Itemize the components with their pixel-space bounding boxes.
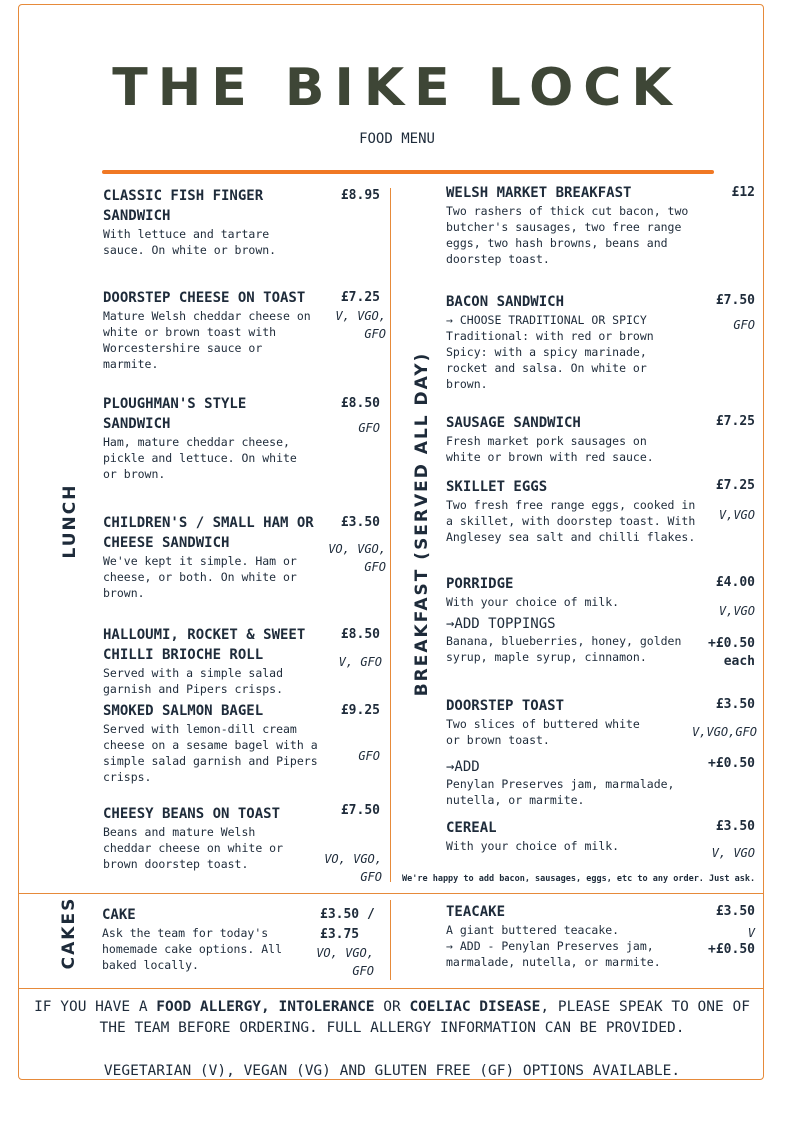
item-diet-tags: V,VGO,GFO (691, 725, 757, 739)
item-name: HALLOUMI, ROCKET & SWEET CHILLI BRIOCHE ROLL (103, 627, 306, 663)
item-name: PORRIDGE (446, 576, 514, 592)
item-price: £7.50 (340, 803, 380, 818)
allergy-notice (20, 997, 764, 1039)
item-description: We've kept it simple. Ham or cheese, or both. On white or brown. (103, 554, 297, 600)
item-price: £7.25 (340, 290, 380, 305)
cakes-column-divider (390, 900, 391, 980)
column-divider (390, 188, 391, 882)
item-description: A giant buttered teacake. (446, 923, 620, 937)
item-description: Served with a simple salad garnish and Pipers crisps. (103, 666, 284, 696)
item-description: Traditional: with red or brown Spicy: with a spicy marinade, rocket and salsa. On white or brown. (446, 329, 654, 391)
item-description: With your choice of milk. (446, 839, 620, 853)
item-addon-label: →ADD (446, 759, 480, 775)
item-name: SAUSAGE SANDWICH (446, 415, 581, 431)
item-price: £3.50 (715, 904, 755, 919)
section-label-breakfast: BREAKFAST (SERVED ALL DAY) (412, 351, 432, 697)
item-name: SKILLET EGGS (446, 479, 548, 495)
item-addon-label: →ADD TOPPINGS (446, 616, 556, 632)
menu-item-porridge (446, 574, 698, 665)
menu-item-fish-finger (103, 186, 328, 258)
menu-item-welsh-breakfast (446, 183, 696, 267)
item-price: £9.25 (340, 703, 380, 718)
menu-item-children (103, 513, 318, 601)
allergy-text-2: OR (374, 999, 410, 1015)
menu-item-cheesy-beans (103, 804, 308, 872)
item-diet-tags: GFO (358, 749, 380, 763)
allergy-text-bold-2: COELIAC DISEASE (409, 999, 541, 1015)
item-description: Beans and mature Welsh cheddar cheese on white or brown doorstep toast. (103, 825, 284, 871)
item-diet-tags: V (747, 926, 755, 940)
allergy-text-bold-1: FOOD ALLERGY, INTOLERANCE (156, 999, 375, 1015)
item-name: CAKE (102, 907, 136, 923)
addon-price: +£0.50 (708, 636, 755, 651)
item-price: £7.25 (715, 414, 755, 429)
menu-item-sausage-sandwich (446, 413, 676, 465)
title-divider (102, 170, 714, 174)
allergy-text-1: IF YOU HAVE A (34, 999, 157, 1015)
item-name: CHEESY BEANS ON TOAST (103, 806, 281, 822)
item-price: £12 (731, 185, 755, 200)
extras-note: We're happy to add bacon, sausages, eggs, etc to any order. Just ask. (402, 874, 756, 884)
item-price: £8.50 (340, 627, 380, 642)
item-choice: → CHOOSE TRADITIONAL OR SPICY (446, 313, 647, 327)
menu-item-cereal (446, 818, 676, 854)
item-name: CEREAL (446, 820, 497, 836)
item-price: £4.00 (715, 575, 755, 590)
menu-item-cake (102, 905, 302, 973)
allergy-text-3: , PLEASE SPEAK TO ONE OF THE TEAM BEFORE ORDERING. FULL ALLERGY INFORMATION CAN BE PROVIDED. (99, 999, 750, 1036)
menu-item-salmon-bagel (103, 701, 318, 785)
item-name: TEACAKE (446, 904, 506, 920)
menu-item-skillet-eggs (446, 477, 696, 545)
item-name: CLASSIC FISH FINGER SANDWICH (103, 188, 264, 224)
item-name: DOORSTEP TOAST (446, 698, 565, 714)
item-diet-tags: VO, VGO, GFO (316, 946, 374, 978)
cakes-divider-top (18, 893, 764, 894)
addon-price-unit: each (723, 654, 755, 669)
item-diet-tags: VO, VGO, GFO (328, 542, 386, 574)
item-diet-tags: V, VGO, GFO (335, 309, 386, 341)
item-description: Served with lemon-dill cream cheese on a sesame bagel with a simple salad garnish and Pipers crisps. (103, 722, 318, 784)
dietary-options-notice: VEGETARIAN (V), VEGAN (VG) AND GLUTEN FREE (GF) OPTIONS AVAILABLE. (103, 1063, 681, 1079)
item-price: £7.25 (715, 478, 755, 493)
item-description: Two slices of buttered white or brown toast. (446, 717, 640, 747)
menu-item-doorstep-toast (446, 696, 682, 808)
item-description: Two rashers of thick cut bacon, two butcher's sausages, two free range eggs, two hash browns, beans and doorstep toast. (446, 204, 689, 266)
item-description: Two fresh free range eggs, cooked in a skillet, with doorstep toast. With Anglesey sea salt and chilli flakes. (446, 498, 696, 544)
item-name: CHILDREN'S / SMALL HAM OR CHEESE SANDWICH (103, 515, 314, 551)
item-description: Mature Welsh cheddar cheese on white or brown toast with Worcestershire sauce or marmite. (103, 309, 311, 371)
section-label-lunch: LUNCH (60, 483, 80, 559)
menu-item-bacon-sandwich (446, 292, 686, 392)
item-description: With your choice of milk. (446, 595, 620, 609)
item-price: £3.50 (715, 819, 755, 834)
addon-price: +£0.50 (708, 756, 755, 771)
item-description: With lettuce and tartare sauce. On white or brown. (103, 227, 277, 257)
menu-item-cheese-toast (103, 288, 321, 372)
item-name: SMOKED SALMON BAGEL (103, 703, 264, 719)
item-addon-description: Banana, blueberries, honey, golden syrup, maple syrup, cinnamon. (446, 634, 682, 664)
item-price: £3.50 (340, 515, 380, 530)
item-price: £3.50 / £3.75 (320, 907, 375, 942)
item-diet-tags: VO, VGO, GFO (324, 852, 382, 884)
footer-divider (18, 988, 764, 989)
item-addon-description: → ADD - Penylan Preserves jam, marmalade, nutella, or marmite. (446, 939, 661, 969)
item-price: £8.50 (340, 396, 380, 411)
item-description: Ask the team for today's homemade cake options. All baked locally. (102, 926, 283, 972)
item-name: PLOUGHMAN'S STYLE SANDWICH (103, 396, 247, 432)
item-name: DOORSTEP CHEESE ON TOAST (103, 290, 306, 306)
item-addon-description: Penylan Preserves jam, marmalade, nutella, or marmite. (446, 777, 675, 807)
menu-item-halloumi (103, 625, 321, 697)
item-name: BACON SANDWICH (446, 294, 565, 310)
item-name: WELSH MARKET BREAKFAST (446, 185, 632, 201)
item-diet-tags: V, VGO (711, 846, 755, 860)
item-price: £8.95 (340, 188, 380, 203)
page-title: THE BIKE LOCK (112, 58, 682, 118)
item-diet-tags: V,VGO (718, 508, 755, 522)
item-diet-tags: V, GFO (338, 655, 382, 669)
item-description: Fresh market pork sausages on white or brown with red sauce. (446, 434, 654, 464)
item-diet-tags: V,VGO (718, 604, 755, 618)
addon-price: +£0.50 (708, 942, 755, 957)
item-description: Ham, mature cheddar cheese, pickle and lettuce. On white or brown. (103, 435, 297, 481)
item-diet-tags: GFO (358, 421, 380, 435)
page-subtitle: FOOD MENU (359, 131, 435, 147)
section-label-cakes: CAKES (59, 896, 79, 970)
item-price: £7.50 (715, 293, 755, 308)
item-diet-tags: GFO (733, 318, 755, 332)
menu-item-ploughman (103, 394, 313, 482)
menu-item-teacake (446, 902, 676, 970)
item-price: £3.50 (715, 697, 755, 712)
